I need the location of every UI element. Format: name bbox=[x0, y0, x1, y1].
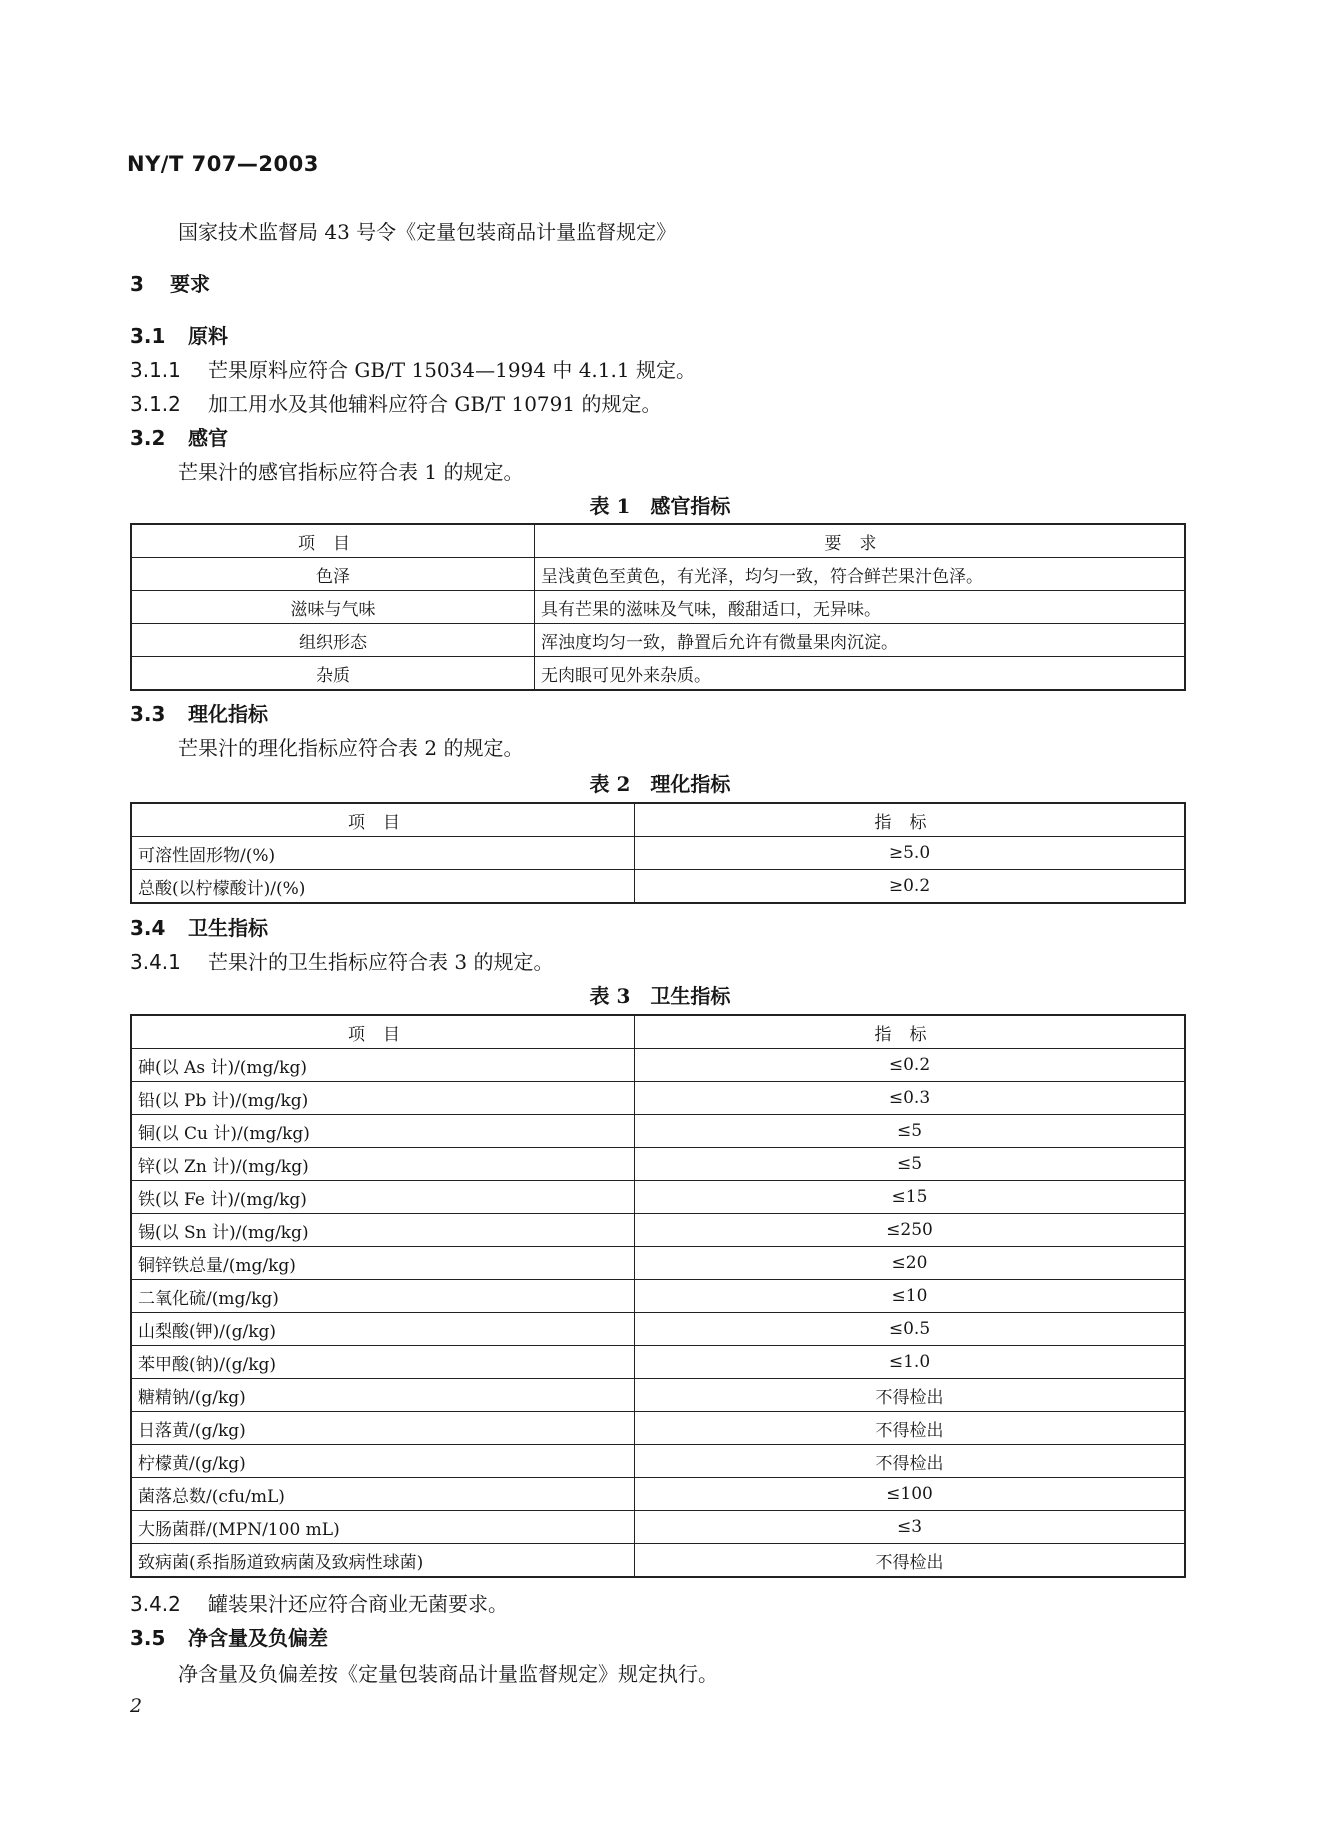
table-row bbox=[131, 591, 1185, 624]
clause-3-1-1 bbox=[130, 354, 696, 383]
table-header-cell: 项目 bbox=[131, 803, 635, 837]
table-cell-value: ≤250 bbox=[635, 1214, 1186, 1247]
table-cell-value: ≤100 bbox=[635, 1478, 1186, 1511]
section-number: 3.1 bbox=[130, 324, 166, 348]
table-cell-item: 色泽 bbox=[131, 558, 535, 591]
table-cell-value: ≥5.0 bbox=[635, 837, 1186, 870]
table-1-sensory bbox=[130, 523, 1186, 691]
table-row bbox=[131, 657, 1185, 691]
table-cell-value: ≤3 bbox=[635, 1511, 1186, 1544]
table-row bbox=[131, 1181, 1185, 1214]
table-header-cell: 项目 bbox=[131, 1015, 635, 1049]
clause-number: 3.1.2 bbox=[130, 392, 181, 416]
table-cell-item: 致病菌(系指肠道致病菌及致病性球菌) bbox=[131, 1544, 635, 1578]
table-row bbox=[131, 1511, 1185, 1544]
clause-number: 3.4.1 bbox=[130, 950, 181, 974]
table-cell-value: 无肉眼可见外来杂质。 bbox=[535, 657, 1186, 691]
table-row bbox=[131, 1214, 1185, 1247]
table-cell-item: 大肠菌群/(MPN/100 mL) bbox=[131, 1511, 635, 1544]
clause-text: 加工用水及其他辅料应符合 GB/T 10791 的规定。 bbox=[208, 392, 662, 416]
table-cell-value: 浑浊度均匀一致，静置后允许有微量果肉沉淀。 bbox=[535, 624, 1186, 657]
table-row bbox=[131, 870, 1185, 904]
section-number: 3 bbox=[130, 272, 144, 296]
table-cell-item: 锡(以 Sn 计)/(mg/kg) bbox=[131, 1214, 635, 1247]
clause-number: 3.1.1 bbox=[130, 358, 181, 382]
section-3-2-text: 芒果汁的感官指标应符合表 1 的规定。 bbox=[178, 460, 524, 484]
table-cell-item: 日落黄/(g/kg) bbox=[131, 1412, 635, 1445]
table-cell-item: 菌落总数/(cfu/mL) bbox=[131, 1478, 635, 1511]
table-cell-item: 铜锌铁总量/(mg/kg) bbox=[131, 1247, 635, 1280]
section-3-3-heading bbox=[130, 698, 268, 727]
table-cell-value: ≤0.3 bbox=[635, 1082, 1186, 1115]
table-cell-value: ≤15 bbox=[635, 1181, 1186, 1214]
section-title: 理化指标 bbox=[188, 702, 268, 726]
table-row bbox=[131, 1280, 1185, 1313]
table-row bbox=[131, 1544, 1185, 1578]
section-3-heading bbox=[130, 268, 210, 297]
table-header-cell: 指标 bbox=[635, 803, 1186, 837]
table-cell-item: 滋味与气味 bbox=[131, 591, 535, 624]
section-3-5-text: 净含量及负偏差按《定量包装商品计量监督规定》规定执行。 bbox=[178, 1662, 718, 1686]
table-2-physicochemical bbox=[130, 802, 1186, 904]
table-row bbox=[131, 1148, 1185, 1181]
table-cell-value: ≤5 bbox=[635, 1148, 1186, 1181]
table-header-row bbox=[131, 524, 1185, 558]
table-3-hygiene bbox=[130, 1014, 1186, 1578]
section-title: 原料 bbox=[188, 324, 228, 348]
section-3-4-heading bbox=[130, 912, 268, 941]
section-3-5-heading bbox=[130, 1622, 328, 1651]
table-cell-value: 不得检出 bbox=[635, 1412, 1186, 1445]
section-title: 感官 bbox=[188, 426, 228, 450]
table-cell-value: ≤0.2 bbox=[635, 1049, 1186, 1082]
section-number: 3.4 bbox=[130, 916, 166, 940]
table-header-row bbox=[131, 1015, 1185, 1049]
section-title: 卫生指标 bbox=[188, 916, 268, 940]
table-cell-item: 柠檬黄/(g/kg) bbox=[131, 1445, 635, 1478]
table-cell-item: 锌(以 Zn 计)/(mg/kg) bbox=[131, 1148, 635, 1181]
table-cell-value: ≥0.2 bbox=[635, 870, 1186, 904]
table-cell-item: 铜(以 Cu 计)/(mg/kg) bbox=[131, 1115, 635, 1148]
page-number: 2 bbox=[130, 1695, 143, 1717]
table-cell-item: 铅(以 Pb 计)/(mg/kg) bbox=[131, 1082, 635, 1115]
section-3-1-heading bbox=[130, 320, 228, 349]
table-header-row bbox=[131, 803, 1185, 837]
table-3-caption: 表 3 卫生指标 bbox=[589, 984, 731, 1008]
table-cell-value: ≤10 bbox=[635, 1280, 1186, 1313]
table-row bbox=[131, 1115, 1185, 1148]
section-3-2-heading bbox=[130, 422, 228, 451]
table-header-cell: 要求 bbox=[535, 524, 1186, 558]
table-cell-item: 砷(以 As 计)/(mg/kg) bbox=[131, 1049, 635, 1082]
table-row bbox=[131, 1478, 1185, 1511]
table-row bbox=[131, 1445, 1185, 1478]
table-cell-item: 糖精钠/(g/kg) bbox=[131, 1379, 635, 1412]
table-row bbox=[131, 1346, 1185, 1379]
table-row bbox=[131, 1082, 1185, 1115]
table-cell-value: 呈浅黄色至黄色，有光泽，均匀一致，符合鲜芒果汁色泽。 bbox=[535, 558, 1186, 591]
clause-text: 芒果原料应符合 GB/T 15034—1994 中 4.1.1 规定。 bbox=[208, 358, 696, 382]
clause-number: 3.4.2 bbox=[130, 1592, 181, 1616]
table-cell-value: ≤1.0 bbox=[635, 1346, 1186, 1379]
table-cell-value: ≤20 bbox=[635, 1247, 1186, 1280]
section-number: 3.5 bbox=[130, 1626, 166, 1650]
table-row bbox=[131, 1379, 1185, 1412]
table-cell-value: 不得检出 bbox=[635, 1445, 1186, 1478]
table-cell-value: 不得检出 bbox=[635, 1544, 1186, 1578]
table-row bbox=[131, 1247, 1185, 1280]
table-cell-item: 二氧化硫/(mg/kg) bbox=[131, 1280, 635, 1313]
clause-text: 罐装果汁还应符合商业无菌要求。 bbox=[208, 1592, 508, 1616]
table-row bbox=[131, 558, 1185, 591]
table-row bbox=[131, 1313, 1185, 1346]
table-cell-value: 具有芒果的滋味及气味，酸甜适口，无异味。 bbox=[535, 591, 1186, 624]
section-number: 3.3 bbox=[130, 702, 166, 726]
clause-3-4-2 bbox=[130, 1588, 508, 1617]
table-cell-item: 组织形态 bbox=[131, 624, 535, 657]
table-cell-item: 可溶性固形物/(%) bbox=[131, 837, 635, 870]
intro-reference-line: 国家技术监督局 43 号令《定量包装商品计量监督规定》 bbox=[178, 220, 677, 244]
clause-text: 芒果汁的卫生指标应符合表 3 的规定。 bbox=[208, 950, 554, 974]
table-cell-item: 苯甲酸(钠)/(g/kg) bbox=[131, 1346, 635, 1379]
clause-3-1-2 bbox=[130, 388, 661, 417]
table-header-cell: 指标 bbox=[635, 1015, 1186, 1049]
table-cell-value: ≤0.5 bbox=[635, 1313, 1186, 1346]
table-row bbox=[131, 1049, 1185, 1082]
clause-3-4-1 bbox=[130, 946, 553, 975]
table-cell-item: 杂质 bbox=[131, 657, 535, 691]
table-cell-item: 铁(以 Fe 计)/(mg/kg) bbox=[131, 1181, 635, 1214]
section-3-3-text: 芒果汁的理化指标应符合表 2 的规定。 bbox=[178, 736, 524, 760]
table-header-cell: 项目 bbox=[131, 524, 535, 558]
table-cell-value: ≤5 bbox=[635, 1115, 1186, 1148]
table-row bbox=[131, 1412, 1185, 1445]
table-cell-item: 山梨酸(钾)/(g/kg) bbox=[131, 1313, 635, 1346]
section-title: 要求 bbox=[170, 272, 210, 296]
table-2-caption: 表 2 理化指标 bbox=[589, 772, 731, 796]
table-1-caption: 表 1 感官指标 bbox=[589, 494, 731, 518]
section-title: 净含量及负偏差 bbox=[188, 1626, 328, 1650]
table-row bbox=[131, 624, 1185, 657]
table-row bbox=[131, 837, 1185, 870]
table-cell-item: 总酸(以柠檬酸计)/(%) bbox=[131, 870, 635, 904]
section-number: 3.2 bbox=[130, 426, 166, 450]
table-cell-value: 不得检出 bbox=[635, 1379, 1186, 1412]
standard-number-header: NY/T 707—2003 bbox=[127, 152, 319, 176]
